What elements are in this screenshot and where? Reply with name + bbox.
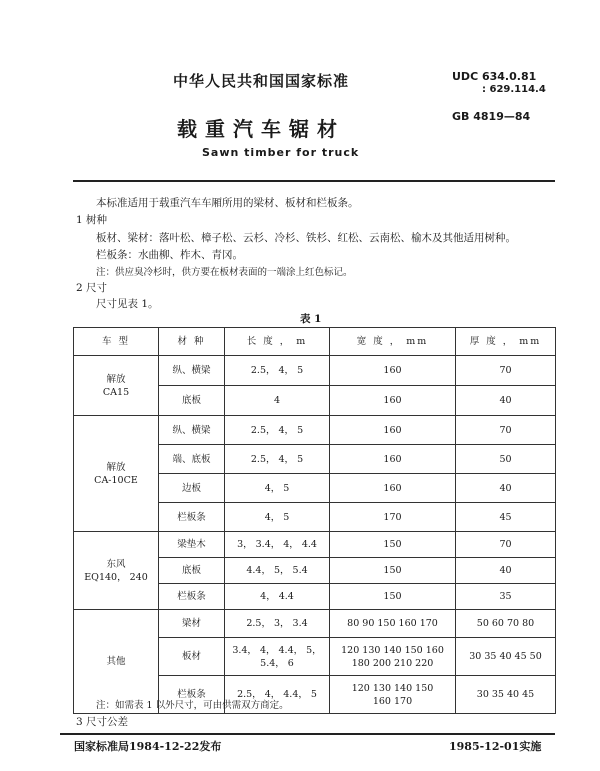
header-material: 材 种: [159, 328, 225, 356]
material-cell: 栏板条: [159, 503, 225, 532]
effective-date: 1985-12-01实施: [449, 740, 542, 753]
table-row: [74, 356, 556, 386]
intro-paragraph: 本标准适用于载重汽车车厢所用的梁材、板材和栏板条。: [96, 197, 359, 209]
length-cell: 2.5， 4， 5: [225, 356, 330, 386]
thickness-cell: 70: [456, 416, 556, 445]
material-cell: 端、底板: [159, 445, 225, 474]
table-caption: 表 1: [300, 313, 322, 325]
udc-code: UDC 634.0.81: [452, 70, 537, 83]
material-cell: 梁材: [159, 610, 225, 638]
vehicle-cell: 解放 CA15: [74, 356, 159, 416]
standard-name: 中华人民共和国国家标准: [173, 72, 350, 90]
header-width: 宽 度 ， mm: [330, 328, 456, 356]
document-title: 载重汽车锯材: [177, 117, 345, 141]
thickness-cell: 50 60 70 80: [456, 610, 556, 638]
thickness-cell: 50: [456, 445, 556, 474]
width-cell: 170: [330, 503, 456, 532]
length-cell: 2.5， 4， 5: [225, 445, 330, 474]
section-1-note: 注：供应臭冷杉时，供方要在板材表面的一端涂上红色标记。: [96, 267, 353, 278]
vehicle-cell: 东风 EQ140， 240: [74, 532, 159, 610]
material-cell: 栏板条: [159, 676, 225, 714]
length-cell: 4， 4.4: [225, 584, 330, 610]
thickness-cell: 40: [456, 474, 556, 503]
gb-code: GB 4819—84: [452, 110, 531, 123]
width-cell: 160: [330, 474, 456, 503]
header-vehicle: 车 型: [74, 328, 159, 356]
material-cell: 板材: [159, 638, 225, 676]
width-cell: 160: [330, 445, 456, 474]
width-cell: 150: [330, 558, 456, 584]
width-cell: 150: [330, 584, 456, 610]
width-cell: 120 130 140 150 160 180 200 210 220: [330, 638, 456, 676]
table-row: [74, 610, 556, 638]
thickness-cell: 30 35 40 45 50: [456, 638, 556, 676]
header-divider: [73, 180, 555, 182]
thickness-cell: 70: [456, 356, 556, 386]
section-1-line-2: 栏板条：水曲柳、柞木、青冈。: [96, 249, 243, 261]
udc-code-line2: : 629.114.4: [482, 84, 546, 95]
section-2-line: 尺寸见表 1。: [96, 298, 159, 310]
header-thickness: 厚 度 ， mm: [456, 328, 556, 356]
material-cell: 纵、横梁: [159, 416, 225, 445]
thickness-cell: 40: [456, 558, 556, 584]
width-cell: 80 90 150 160 170: [330, 610, 456, 638]
vehicle-cell: 其他: [74, 610, 159, 714]
table-row: [74, 416, 556, 445]
width-cell: 160: [330, 356, 456, 386]
width-cell: 150: [330, 532, 456, 558]
width-cell: 160: [330, 416, 456, 445]
length-cell: 2.5， 4， 4.4， 5: [225, 676, 330, 714]
length-cell: 4， 5: [225, 474, 330, 503]
section-2-heading: 2 尺寸: [76, 282, 108, 294]
material-cell: 底板: [159, 386, 225, 416]
thickness-cell: 40: [456, 386, 556, 416]
vehicle-cell: 解放 CA-10CE: [74, 416, 159, 532]
section-3-heading: 3 尺寸公差: [76, 716, 129, 728]
header-length: 长 度 ， m: [225, 328, 330, 356]
table-header-row: [74, 328, 556, 356]
table-row: [74, 532, 556, 558]
document-subtitle: Sawn timber for truck: [202, 146, 360, 159]
length-cell: 2.5， 3， 3.4: [225, 610, 330, 638]
length-cell: 3.4， 4， 4.4， 5， 5.4， 6: [225, 638, 330, 676]
thickness-cell: 70: [456, 532, 556, 558]
length-cell: 4: [225, 386, 330, 416]
table-note: 注：如需表 1 以外尺寸，可由供需双方商定。: [96, 700, 289, 711]
thickness-cell: 30 35 40 45: [456, 676, 556, 714]
material-cell: 边板: [159, 474, 225, 503]
section-1-line-1: 板材、梁材：落叶松、樟子松、云杉、冷杉、铁杉、红松、云南松、榆木及其他适用树种。: [96, 232, 516, 244]
issued-date: 国家标准局1984-12-22发布: [74, 740, 222, 753]
material-cell: 栏板条: [159, 584, 225, 610]
section-1-heading: 1 树种: [76, 214, 108, 226]
material-cell: 底板: [159, 558, 225, 584]
length-cell: 2.5， 4， 5: [225, 416, 330, 445]
length-cell: 3， 3.4， 4， 4.4: [225, 532, 330, 558]
length-cell: 4， 5: [225, 503, 330, 532]
material-cell: 梁垫木: [159, 532, 225, 558]
thickness-cell: 45: [456, 503, 556, 532]
thickness-cell: 35: [456, 584, 556, 610]
dimensions-table: [73, 327, 556, 714]
material-cell: 纵、横梁: [159, 356, 225, 386]
width-cell: 120 130 140 150 160 170: [330, 676, 456, 714]
length-cell: 4.4， 5， 5.4: [225, 558, 330, 584]
width-cell: 160: [330, 386, 456, 416]
footer-divider: [60, 733, 555, 735]
